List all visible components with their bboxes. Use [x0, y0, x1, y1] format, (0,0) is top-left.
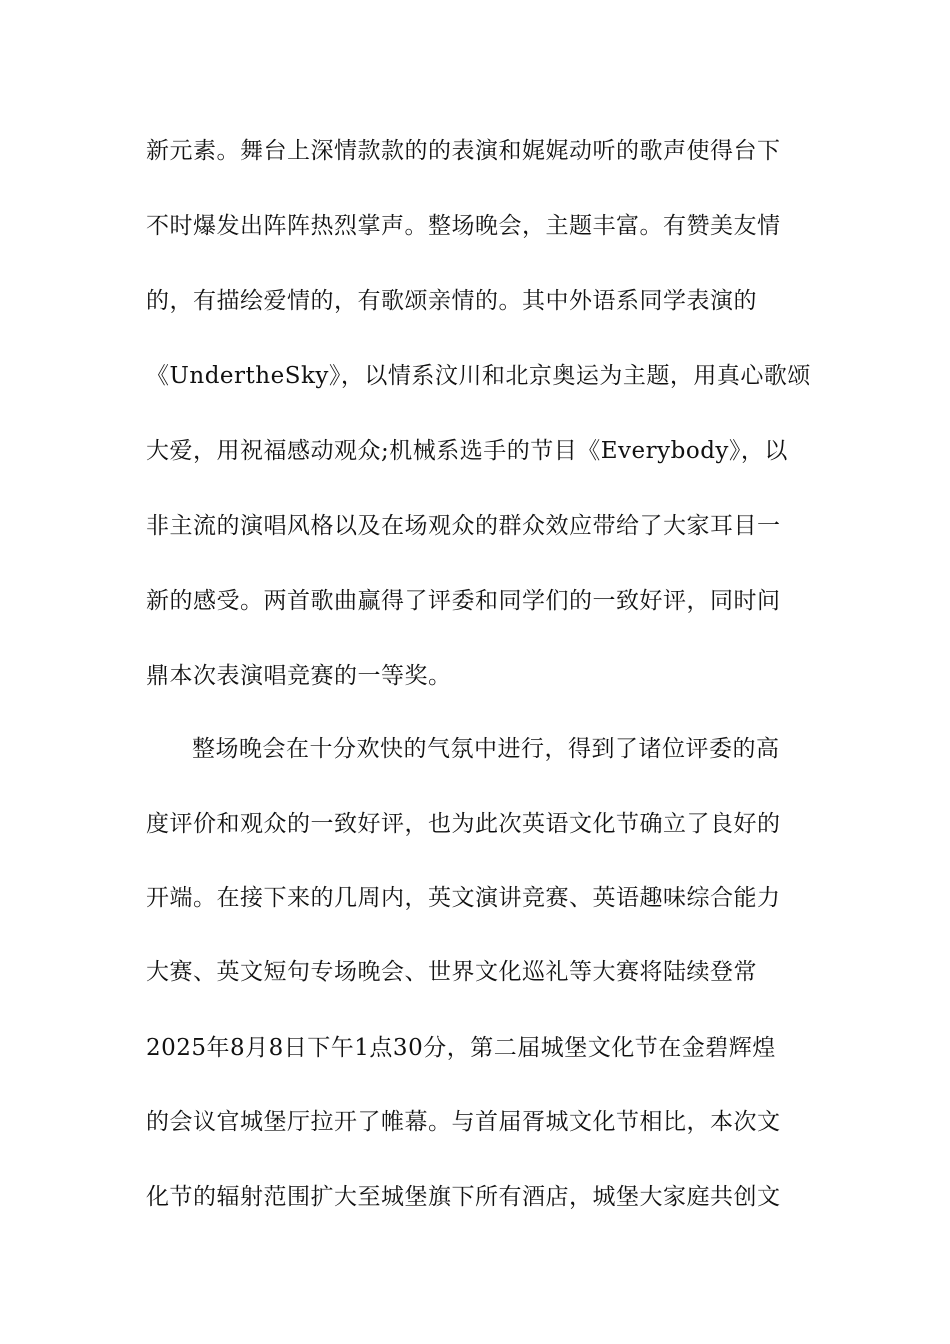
text-line: 的，有描绘爱情的，有歌颂亲情的。其中外语系同学表演的 — [146, 288, 757, 314]
text-line: 非主流的演唱风格以及在场观众的群众效应带给了大家耳目一 — [146, 513, 781, 539]
text-line: 鼎本次表演唱竞赛的一等奖。 — [146, 663, 452, 689]
text-line: 度评价和观众的一致好评，也为此次英语文化节确立了良好的 — [146, 811, 781, 837]
text-line: 大赛、英文短句专场晚会、世界文化巡礼等大赛将陆续登常 — [146, 959, 757, 985]
text-line: 《UndertheSky》，以情系汶川和北京奥运为主题，用真心歌颂 — [146, 363, 811, 389]
text-line: 开端。在接下来的几周内，英文演讲竞赛、英语趣味综合能力 — [146, 885, 781, 911]
text-line: 新的感受。两首歌曲赢得了评委和同学们的一致好评，同时问 — [146, 588, 781, 614]
text-line: 的会议官城堡厅拉开了帷幕。与首届胥城文化节相比，本次文 — [146, 1109, 781, 1135]
text-line: 化节的辐射范围扩大至城堡旗下所有酒店，城堡大家庭共创文 — [146, 1184, 781, 1210]
text-line: 2025年8月8日下午1点30分，第二届城堡文化节在金碧辉煌 — [146, 1035, 776, 1061]
text-line: 大爱，用祝福感动观众;机械系选手的节目《Everybody》，以 — [146, 438, 788, 464]
text-line: 新元素。舞台上深情款款的的表演和娓娓动听的歌声使得台下 — [146, 138, 781, 164]
paragraph-first-line: 整场晚会在十分欢快的气氛中进行，得到了诸位评委的高 — [192, 736, 780, 762]
text-line: 不时爆发出阵阵热烈掌声。整场晚会，主题丰富。有赞美友情 — [146, 213, 781, 239]
